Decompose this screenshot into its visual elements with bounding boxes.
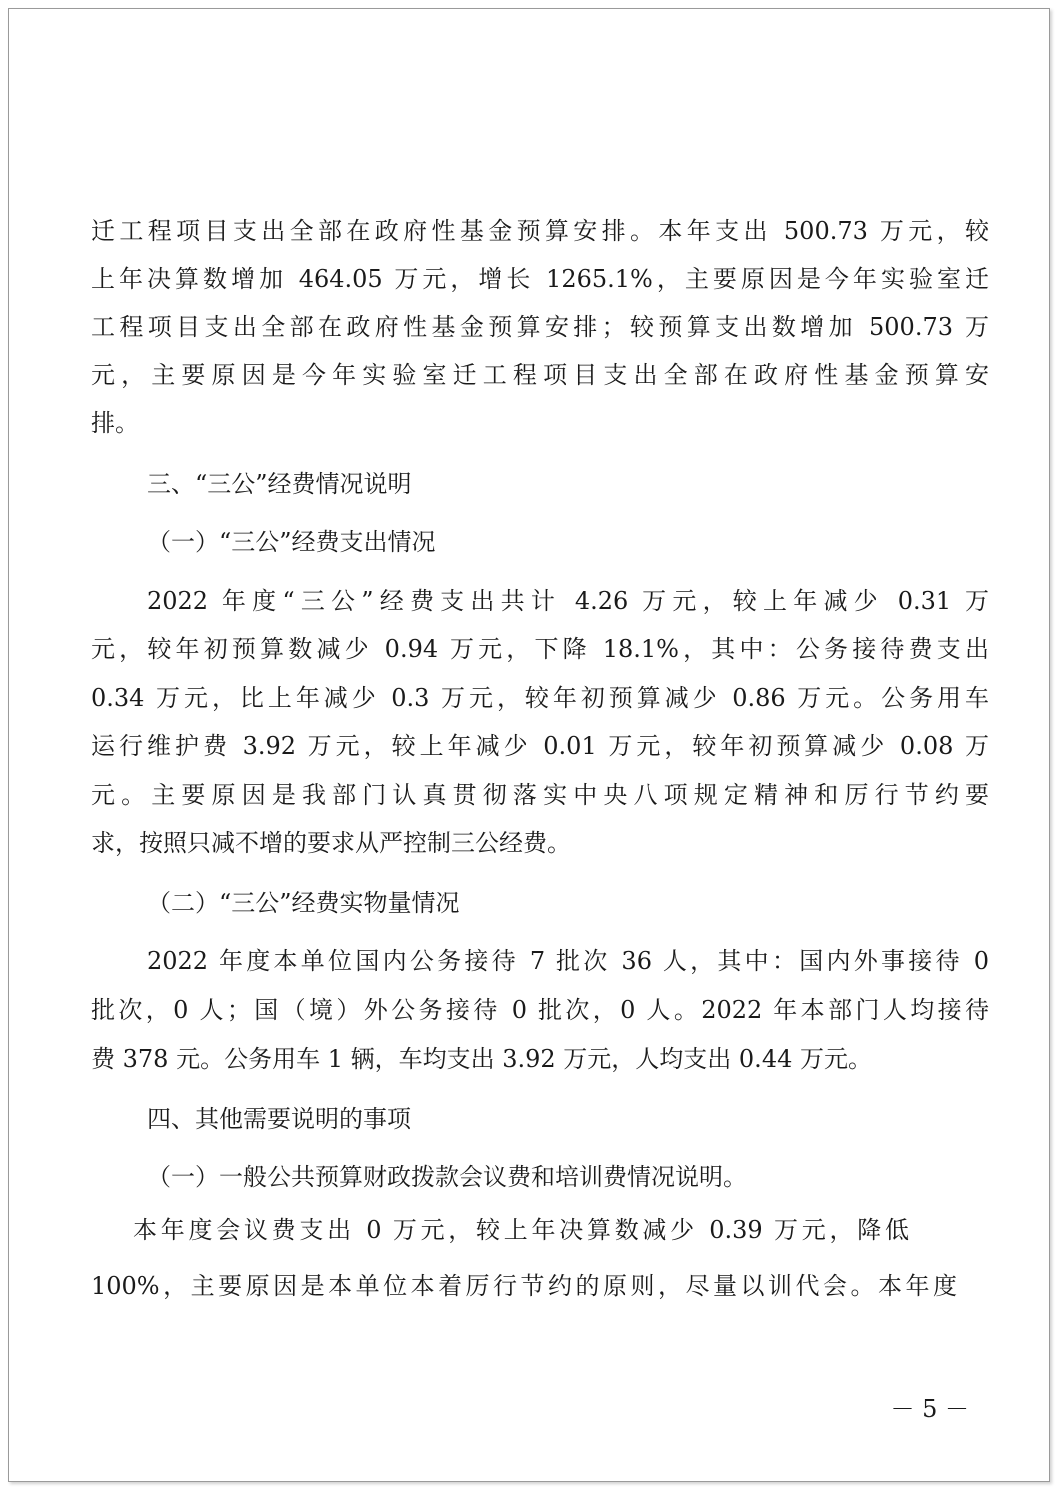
text-line: 求，按照只减不增的要求从严控制三公经费。	[91, 829, 571, 857]
text-line: 元，主要原因是今年实验室迁工程项目支出全部在政府性基金预算安	[91, 361, 989, 389]
subsection-heading: （一）一般公共预算财政拨款会议费和培训费情况说明。	[147, 1163, 747, 1191]
subsection-heading: （一）“三公”经费支出情况	[147, 528, 436, 556]
text-line: 排。	[91, 409, 139, 437]
document-page	[8, 8, 1050, 1482]
text-line: 100%，主要原因是本单位本着厉行节约的原则，尽量以训代会。本年度	[91, 1272, 957, 1300]
section-heading: 三、“三公”经费情况说明	[147, 470, 412, 498]
text-line: 运行维护费 3.92 万元，较上年减少 0.01 万元，较年初预算减少 0.08 万	[91, 732, 989, 760]
text-line: 2022 年度“三公”经费支出共计 4.26 万元，较上年减少 0.31 万	[147, 587, 989, 615]
text-line: 费 378 元。公务用车 1 辆，车均支出 3.92 万元，人均支出 0.44 万元。	[91, 1045, 872, 1073]
text-line: 元。主要原因是我部门认真贯彻落实中央八项规定精神和厉行节约要	[91, 781, 989, 809]
text-line: 上年决算数增加 464.05 万元，增长 1265.1%，主要原因是今年实验室迁	[91, 265, 989, 293]
text-line: 本年度会议费支出 0 万元，较上年决算数减少 0.39 万元，降低	[133, 1216, 909, 1244]
text-line: 批次，0 人；国（境）外公务接待 0 批次，0 人。2022 年本部门人均接待	[91, 996, 989, 1024]
text-line: 工程项目支出全部在政府性基金预算安排；较预算支出数增加 500.73 万	[91, 313, 989, 341]
text-line: 迁工程项目支出全部在政府性基金预算安排。本年支出 500.73 万元，较	[91, 217, 989, 245]
section-heading: 四、其他需要说明的事项	[147, 1105, 411, 1133]
text-line: 2022 年度本单位国内公务接待 7 批次 36 人，其中：国内外事接待 0	[147, 947, 989, 975]
page-number: － 5 －	[890, 1395, 969, 1423]
text-line: 0.34 万元，比上年减少 0.3 万元，较年初预算减少 0.86 万元。公务用车	[91, 684, 989, 712]
subsection-heading: （二）“三公”经费实物量情况	[147, 889, 460, 917]
text-line: 元，较年初预算数减少 0.94 万元，下降 18.1%，其中：公务接待费支出	[91, 635, 989, 663]
